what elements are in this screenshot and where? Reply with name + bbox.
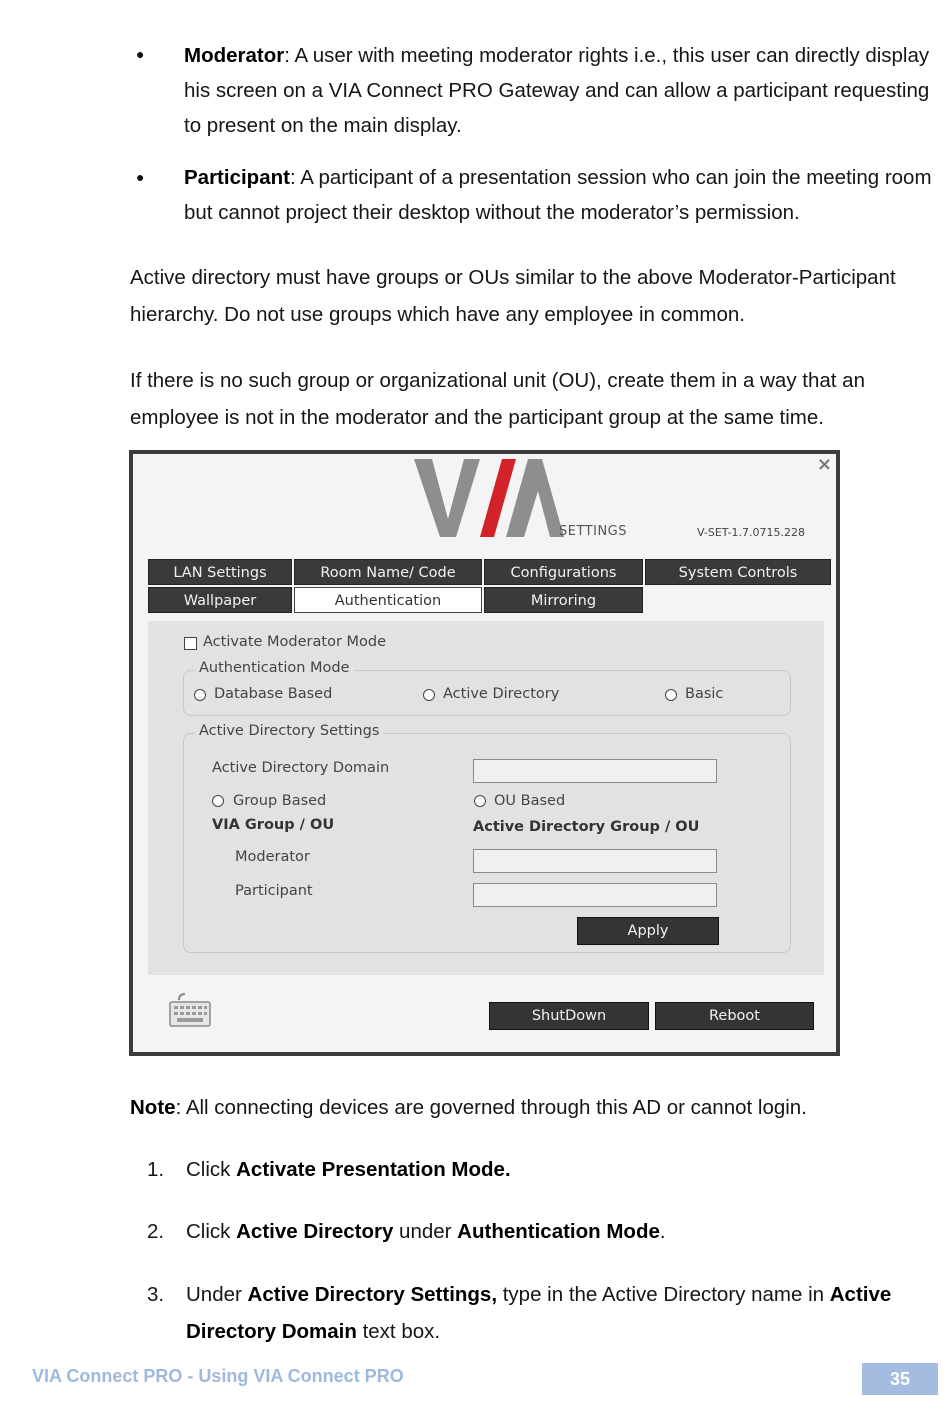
bullet-dot: ● <box>136 169 145 185</box>
activate-moderator-label: Activate Moderator Mode <box>203 634 387 650</box>
settings-title: SETTINGS <box>559 524 628 539</box>
tab-wallpaper[interactable]: Wallpaper <box>148 587 292 613</box>
database-based-label: Database Based <box>214 686 333 702</box>
close-icon[interactable]: × <box>816 454 832 475</box>
moderator-field[interactable] <box>473 849 717 873</box>
basic-label: Basic <box>685 686 724 702</box>
ad-group-ou-label: Active Directory Group / OU <box>473 819 700 835</box>
tab-system-controls[interactable]: System Controls <box>645 559 831 585</box>
keyboard-icon[interactable] <box>169 992 211 1028</box>
apply-button[interactable]: Apply <box>577 917 719 945</box>
database-based-radio[interactable] <box>194 689 206 701</box>
step-3: Under Active Directory Settings, type in the Active Directory name in Active Directory Domain text box. <box>186 1283 892 1343</box>
reboot-button[interactable]: Reboot <box>655 1002 814 1030</box>
paragraph-create-groups: If there is no such group or organizational unit (OU), create them in a way that an employee is not in the moderator and the participant group at the same time. <box>130 369 865 429</box>
ad-settings-legend: Active Directory Settings <box>195 723 383 739</box>
via-logo <box>414 459 564 543</box>
step-number: 2. <box>147 1220 165 1243</box>
page-number: 35 <box>862 1363 938 1395</box>
ad-domain-label: Active Directory Domain <box>212 760 390 776</box>
tab-mirroring[interactable]: Mirroring <box>484 587 643 613</box>
tab-configurations[interactable]: Configurations <box>484 559 643 585</box>
basic-radio[interactable] <box>665 689 677 701</box>
tab-authentication[interactable]: Authentication <box>294 587 482 613</box>
tab-room-name-code[interactable]: Room Name/ Code <box>294 559 482 585</box>
note-paragraph: Note: All connecting devices are governed through this AD or cannot login. <box>130 1096 807 1119</box>
paragraph-ad-groups: Active directory must have groups or OUs similar to the above Moderator-Participant hierarchy. Do not use groups which have any employee in common. <box>130 266 896 326</box>
shutdown-button[interactable]: ShutDown <box>489 1002 649 1030</box>
step-2: Click Active Directory under Authentication Mode. <box>186 1220 666 1243</box>
participant-label: Participant <box>235 883 313 899</box>
step-1: Click Activate Presentation Mode. <box>186 1158 511 1181</box>
ou-based-label: OU Based <box>494 793 566 809</box>
version-label: V-SET-1.7.0715.228 <box>697 526 805 539</box>
settings-screenshot <box>129 450 840 1056</box>
participant-field[interactable] <box>473 883 717 907</box>
ou-based-radio[interactable] <box>474 795 486 807</box>
via-group-ou-label: VIA Group / OU <box>212 817 335 833</box>
bullet-participant: Participant: A participant of a presentation session who can join the meeting room but cannot project their desktop without the moderator’s permission. <box>184 166 932 224</box>
ad-domain-field[interactable] <box>473 759 717 783</box>
step-number: 3. <box>147 1283 165 1306</box>
settings-header <box>133 454 836 546</box>
group-based-label: Group Based <box>233 793 327 809</box>
authentication-panel <box>148 621 824 975</box>
active-directory-label: Active Directory <box>443 686 560 702</box>
activate-moderator-checkbox[interactable] <box>184 637 197 650</box>
bullet-moderator: Moderator: A user with meeting moderator rights i.e., this user can directly display his screen on a VIA Connect PRO Gateway and can allow a participant requesting to present on the main display. <box>184 44 930 137</box>
auth-mode-legend: Authentication Mode <box>195 660 354 676</box>
step-number: 1. <box>147 1158 165 1181</box>
tab-lan-settings[interactable]: LAN Settings <box>148 559 292 585</box>
group-based-radio[interactable] <box>212 795 224 807</box>
moderator-label: Moderator <box>235 849 310 865</box>
footer-title: VIA Connect PRO - Using VIA Connect PRO <box>32 1366 404 1386</box>
active-directory-radio[interactable] <box>423 689 435 701</box>
bullet-dot: ● <box>136 46 145 62</box>
